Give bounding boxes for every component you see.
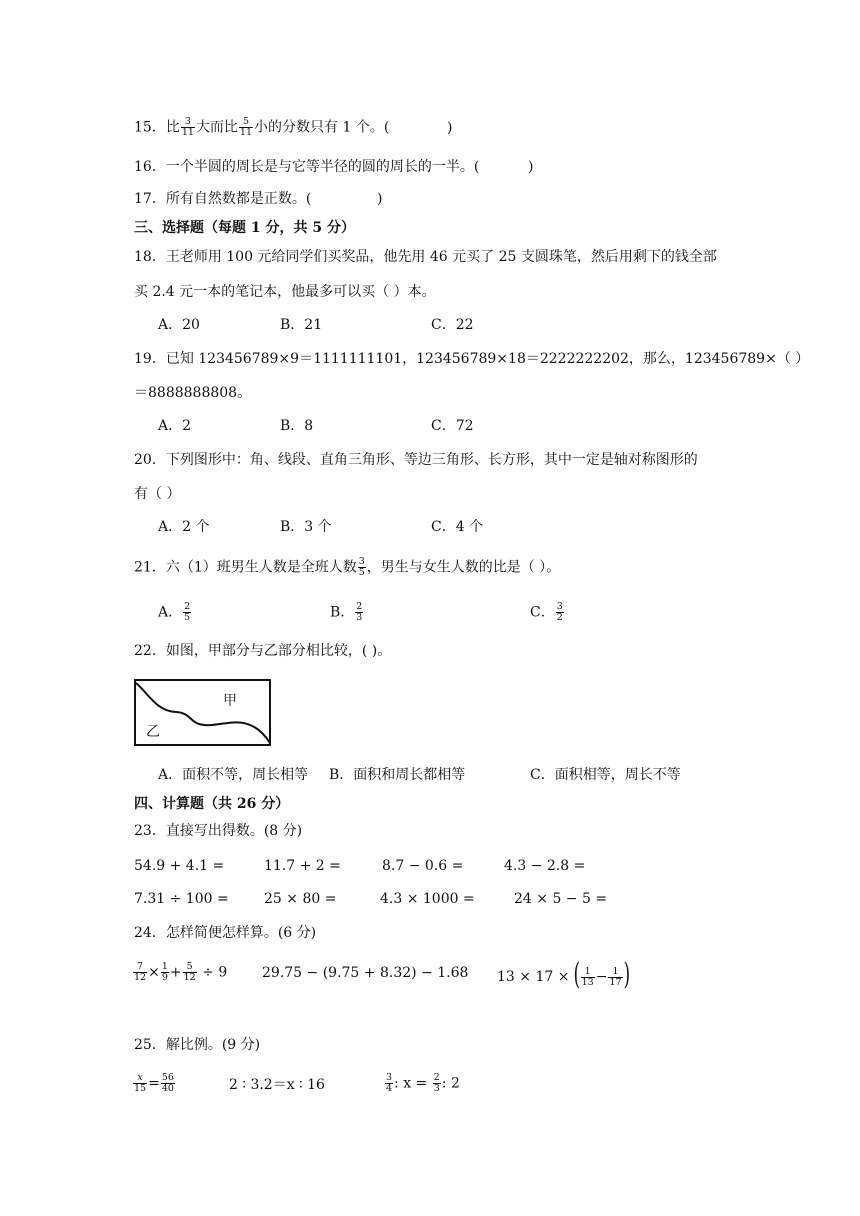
q25-e1-frac-1: $\frac{x}{15}$ <box>134 1072 147 1094</box>
q25-title: 25．解比例。(9 分) <box>134 1037 261 1053</box>
q23-expr-7: 4.3 × 1000 = <box>380 891 475 907</box>
q18-line1: 18．王老师用 100 元给同学们买奖品，他先用 46 元买了 25 支圆珠笔，然后用剩下的钱全部 <box>134 249 717 265</box>
q24-expr-1: $\frac{7}{12}$ × $\frac{1}{9}$ + $\frac{5}{12}$ ÷ 9 <box>134 961 228 983</box>
q17-text: 17．所有自然数都是正数。( <box>134 191 312 207</box>
section-3-heading: 三、选择题（每题 1 分，共 5 分） <box>134 220 355 236</box>
q24-expr-2: 29.75 − (9.75 + 8.32) − 1.68 <box>262 965 469 981</box>
q18-option-a: A．20 <box>158 317 200 333</box>
q21-option-c: C． $\frac{3}{2}$ <box>530 601 563 623</box>
q25-e1-frac-2: $\frac{56}{40}$ <box>161 1072 174 1094</box>
q22-option-a: A．面积不等，周长相等 <box>158 767 309 783</box>
q23-expr-3: 8.7 − 0.6 = <box>382 858 464 874</box>
q20-option-a: A．2 个 <box>158 519 210 535</box>
q15-close-paren: ) <box>447 120 453 136</box>
q21-option-c-fraction: $\frac{3}{2}$ <box>556 601 563 623</box>
q23-expr-5: 7.31 ÷ 100 = <box>134 891 229 907</box>
q23-expr-8: 24 × 5 − 5 = <box>514 891 608 907</box>
q21-option-a: A． $\frac{2}{5}$ <box>158 601 191 623</box>
q15-fraction-2: $\frac{5}{11}$ <box>239 116 253 138</box>
q18-option-c: C．22 <box>431 317 474 333</box>
q25-e3-frac-1: $\frac{3}{4}$ <box>386 1072 393 1094</box>
q15-text-b: 大而比 <box>195 119 238 136</box>
q19-line2: ＝8888888808。 <box>134 385 252 401</box>
q16-text: 16．一个半圆的周长是与它等半径的圆的周长的一半。( <box>134 159 480 175</box>
q18-line2: 买 2.4 元一本的笔记本，他最多可以买（ ）本。 <box>134 284 436 300</box>
q22-option-b: B．面积和周长都相等 <box>329 767 466 783</box>
q24-e1-frac-3: $\frac{5}{12}$ <box>183 961 196 983</box>
q16-close-paren: ) <box>528 159 534 175</box>
q15-line <box>134 117 389 138</box>
q25-expr-1: $\frac{x}{15}$ = $\frac{56}{40}$ <box>134 1072 174 1094</box>
q22-figure <box>134 679 272 747</box>
q24-e3-frac-1: $\frac{1}{13}$ <box>581 965 594 988</box>
q19-option-a: A．2 <box>158 418 192 434</box>
q23-expr-4: 4.3 − 2.8 = <box>504 858 586 874</box>
q19-option-c: C．72 <box>431 418 474 434</box>
q15-fraction-1: $\frac{3}{11}$ <box>181 116 194 138</box>
q21-text-post: ，男生与女生人数的比是（ ）。 <box>366 559 561 576</box>
q21-line <box>134 557 560 578</box>
q25-expr-2: 2 ∶ 3.2＝x ∶ 16 <box>229 1077 325 1093</box>
q21-option-b-fraction: $\frac{2}{3}$ <box>356 601 363 623</box>
q21-fraction: $\frac{3}{5}$ <box>358 556 365 578</box>
q21-text-pre: 21．六（1）班男生人数是全班人数 <box>134 559 357 576</box>
q20-option-b: B．3 个 <box>280 519 332 535</box>
q15-num: 15． <box>134 119 166 136</box>
q25-e3-frac-2: $\frac{2}{3}$ <box>433 1072 440 1094</box>
q24-e1-frac-2: $\frac{1}{9}$ <box>161 961 168 983</box>
q18-option-b: B．21 <box>280 317 323 333</box>
q24-title: 24．怎样简便怎样算。(6 分) <box>134 925 317 941</box>
q23-expr-2: 11.7 + 2 = <box>264 858 341 874</box>
q24-e3-frac-2: $\frac{1}{17}$ <box>609 965 622 988</box>
q22-text: 22．如图，甲部分与乙部分相比较，( )。 <box>134 643 392 659</box>
q17-close-paren: ) <box>377 191 383 207</box>
q19-line1: 19．已知 123456789×9＝1111111101，123456789×18＝2222222202，那么，123456789×（ ） <box>134 351 810 367</box>
q23-expr-6: 25 × 80 = <box>264 891 337 907</box>
q22-label-yi: 乙 <box>146 724 160 740</box>
q19-option-b: B．8 <box>280 418 314 434</box>
q20-line1: 20．下列图形中：角、线段、直角三角形、等边三角形、长方形，其中一定是轴对称图形的 <box>134 452 698 468</box>
q24-expr-3: 13 × 17 × ( $\frac{1}{13}$ − $\frac{1}{17}$ ) <box>497 957 630 992</box>
q25-expr-3: $\frac{3}{4}$ : x = $\frac{2}{3}$ : 2 <box>386 1072 460 1094</box>
q20-line2: 有（ ） <box>134 486 181 502</box>
q23-title: 23．直接写出得数。(8 分) <box>134 823 303 839</box>
q15-text-c: 小的分数只有 1 个。( <box>254 119 390 136</box>
q15-text-a: 比 <box>165 119 180 136</box>
q22-label-jia: 甲 <box>223 693 237 709</box>
q24-e1-frac-1: $\frac{7}{12}$ <box>134 961 147 983</box>
section-4-heading: 四、计算题（共 26 分） <box>134 796 290 812</box>
q20-option-c: C．4 个 <box>431 519 484 535</box>
q21-option-b: B． $\frac{2}{3}$ <box>330 601 363 623</box>
q21-option-a-fraction: $\frac{2}{5}$ <box>184 601 191 623</box>
q23-expr-1: 54.9 + 4.1 = <box>134 858 225 874</box>
q22-option-c: C．面积相等，周长不等 <box>530 767 681 783</box>
